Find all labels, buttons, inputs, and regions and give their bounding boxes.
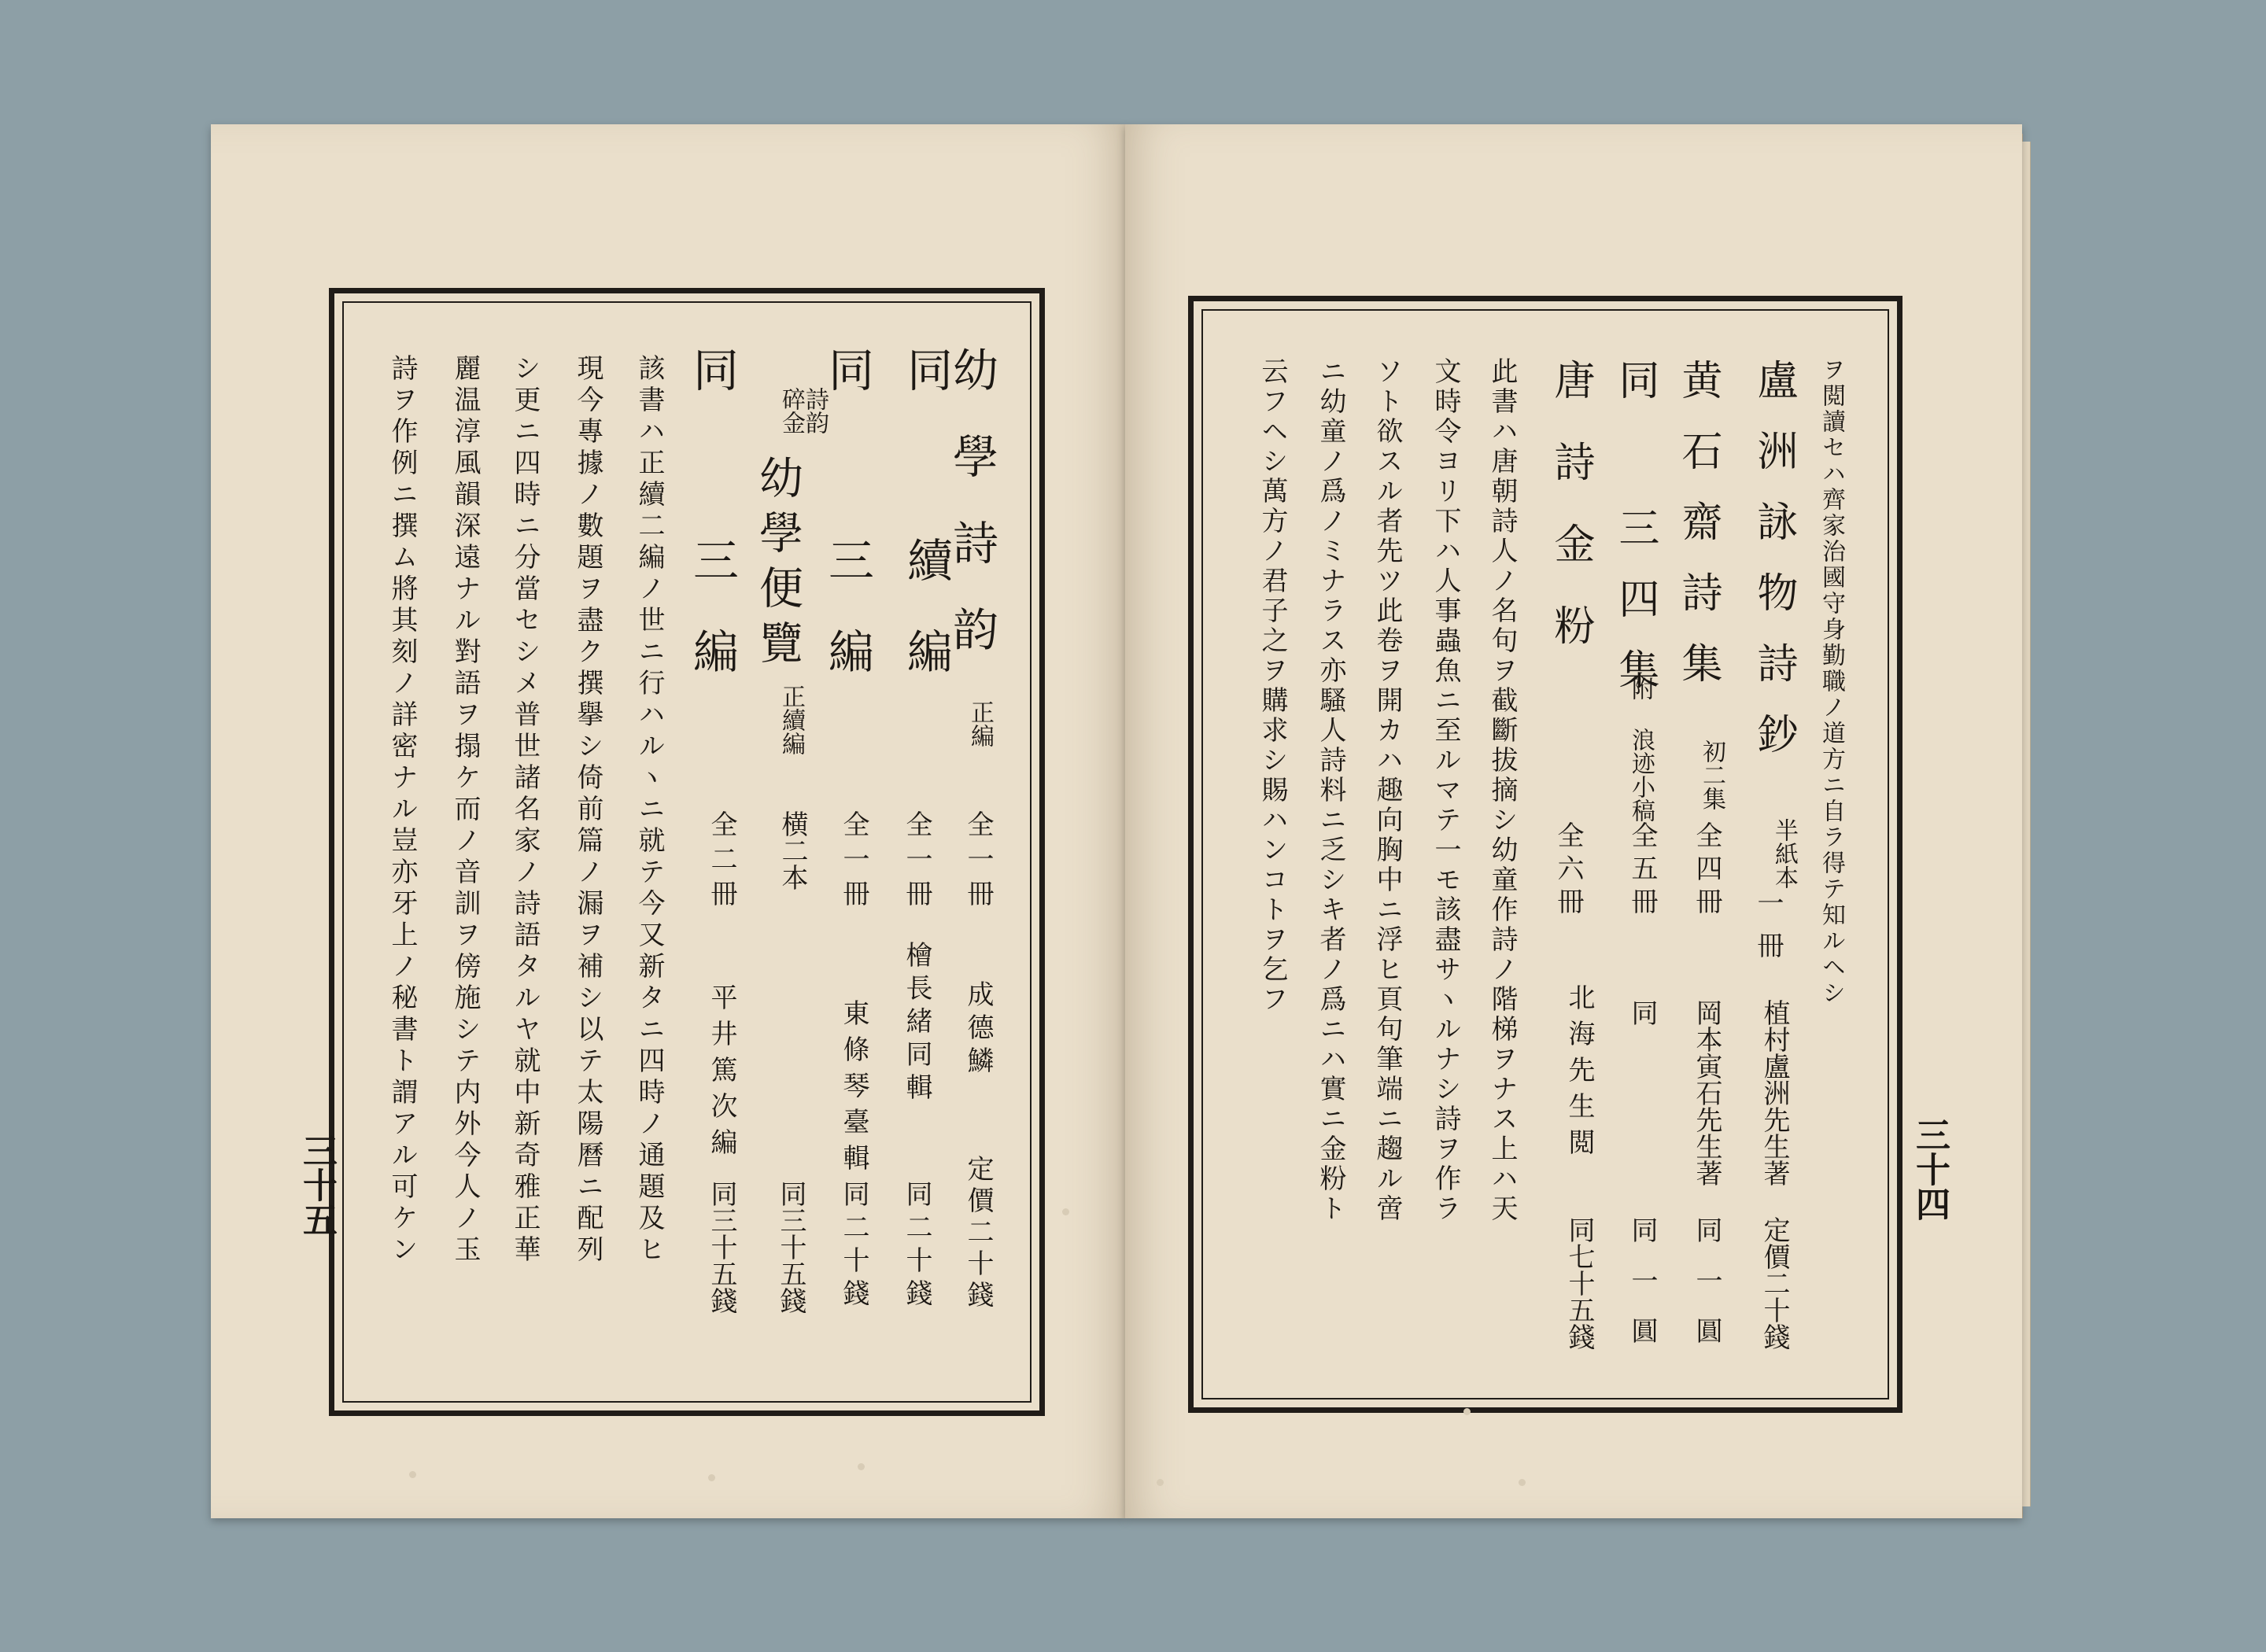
book-price: 同二十錢 xyxy=(901,1180,932,1312)
book-note: 初二集 xyxy=(1698,739,1725,810)
book-subtitle: 詩韵碎金 xyxy=(777,387,829,434)
book-note: 半紙本 xyxy=(1770,818,1798,889)
book-volumes: 全六冊 xyxy=(1552,821,1584,920)
description-line: 現今專據ノ數題ヲ盡ク撰擧シ倚前篇ノ漏ヲ補シ以テ太陽曆ニ配列 xyxy=(572,354,603,1267)
book-note: 附 浪迹小稿 xyxy=(1627,677,1655,822)
book-author: 檜長緒同輯 xyxy=(901,941,932,1106)
paper-speck xyxy=(409,1471,416,1478)
book-title: 幼學便覽 xyxy=(752,455,803,675)
paper-speck xyxy=(858,1463,865,1470)
book-volumes: 全一冊 xyxy=(962,810,994,914)
book-volumes: 全四冊 xyxy=(1691,821,1722,920)
description-line: 該書ハ正續二編ノ世ニ行ハルヽニ就テ今又新タニ四時ノ通題及ヒ xyxy=(633,354,665,1267)
book-author: 同 xyxy=(1626,999,1658,1026)
page-number: 三十四 xyxy=(1910,1117,1950,1221)
book-author: 成德鱗 xyxy=(962,980,994,1079)
book-author: 東條琴臺輯 xyxy=(838,999,869,1180)
book-volumes: 全五冊 xyxy=(1626,821,1658,920)
book-title: 黄石齋詩集 xyxy=(1674,359,1722,713)
paper-speck xyxy=(1519,1479,1526,1486)
book-price: 同一圓 xyxy=(1626,1216,1658,1367)
paper-speck xyxy=(1157,1479,1164,1486)
book-volumes: 全一冊 xyxy=(901,810,932,914)
book-author: 岡本寅石先生著 xyxy=(1691,999,1722,1186)
book-title: 唐詩金粉 xyxy=(1547,359,1594,686)
book-price: 同三十五錢 xyxy=(706,1180,737,1314)
book-title: 同 三編 xyxy=(685,346,739,719)
book-volumes: 横二本 xyxy=(777,810,808,891)
description-line: ニ幼童ノ爲ノミナラス亦騷人詩料ニ乏シキ者ノ爲ニハ實ニ金粉ト xyxy=(1315,357,1346,1224)
paper-speck xyxy=(708,1474,715,1481)
description-line: ソト欲スル者先ツ此卷ヲ開カハ趣向胸中ニ浮ヒ頁句筆端ニ趨ル啻 xyxy=(1371,357,1403,1224)
book-price: 定價二十錢 xyxy=(1759,1216,1790,1350)
book-price: 同三十五錢 xyxy=(775,1180,806,1314)
page-number: 三十五 xyxy=(297,1133,337,1237)
continued-line: ヲ閲讀セハ齊家治國守身勤職ノ道方ニ自ラ得テ知ルヘシ xyxy=(1818,357,1845,1006)
book-title: 盧洲詠物詩鈔 xyxy=(1750,359,1797,784)
book-title: 同 續編 xyxy=(899,346,953,719)
book-author: 北海先生閲 xyxy=(1563,983,1595,1164)
book-author: 平井篤次編 xyxy=(706,983,737,1164)
description-line: シ更ニ四時ニ分當セシメ普世諸名家ノ詩語タルヤ就中新奇雅正華 xyxy=(509,354,541,1267)
description-line: 詩ヲ作例ニ撰ム將其刻ノ詳密ナル豈亦牙上ノ秘書ト謂アル可ケン xyxy=(386,354,418,1267)
paper-speck xyxy=(1062,1208,1069,1215)
description-line: 此書ハ唐朝詩人ノ名句ヲ截斷拔摘シ幼童作詩ノ階梯ヲナス上ハ天 xyxy=(1486,357,1518,1224)
book-title: 幼學詩韵 xyxy=(945,346,998,692)
book-price: 定價二十錢 xyxy=(962,1155,994,1312)
book-price: 同一圓 xyxy=(1691,1216,1722,1367)
book-price: 同二十錢 xyxy=(838,1180,869,1312)
description-line: 文時令ヨリ下ハ人事蟲魚ニ至ルマテ一モ該盡サヽルナシ詩ヲ作ラ xyxy=(1430,357,1461,1224)
book-title: 同 三四集 xyxy=(1611,359,1659,719)
book-volumes: 全二冊 xyxy=(706,810,737,914)
book-price: 同七十五錢 xyxy=(1563,1216,1595,1350)
paper-speck xyxy=(1463,1408,1471,1415)
book-edition: 正續編 xyxy=(777,684,805,755)
description-line: 云フヘシ萬方ノ君子之ヲ購求シ賜ハンコトヲ乞フ xyxy=(1257,357,1288,1015)
book-author: 植村盧洲先生著 xyxy=(1759,999,1790,1186)
book-volumes: 一冊 xyxy=(1752,889,1784,974)
page-edges xyxy=(2022,142,2031,1506)
book-edition: 正編 xyxy=(966,700,994,747)
description-line: 麗温淳風韻深遠ナル對語ヲ搨ケ而ノ音訓ヲ傍施シテ内外今人ノ玉 xyxy=(449,354,481,1267)
book-title: 同 三編 xyxy=(821,346,874,719)
book-volumes: 全一冊 xyxy=(838,810,869,914)
